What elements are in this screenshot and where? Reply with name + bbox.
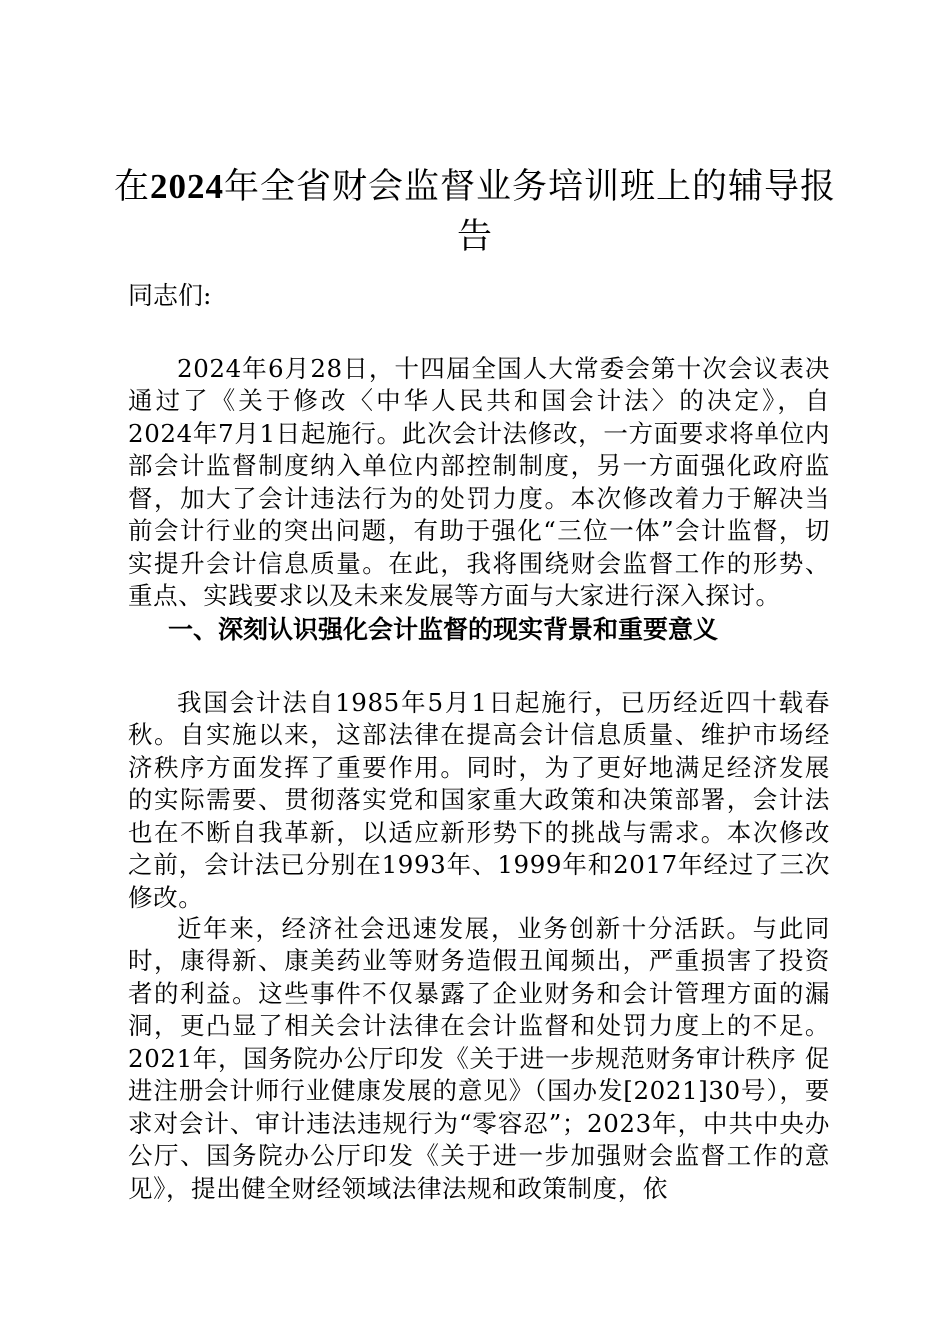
document-title xyxy=(110,162,840,262)
paragraph-recent-developments: 近年来，经济社会迅速发展，业务创新十分活跃。与此同时，康得新、康美药业等财务造假丑闻频出，严重损害了投资者的利益。这些事件不仅暴露了企业财务和会计管理方面的漏洞，更凸显了相关会计法律在会计监督和处罚力度上的不足。2021年，国务院办公厅印发《关于进一步规范财务审计秩序 促进注册会计师行业健康发展的意见》（国办发[2021]30号），要求对会计、审计违法违规行为“零容忍”；2023年，中共中央办公厅、国务院办公厅印发《关于进一步加强财会监督工作的意见》，提出健全财经领域法律法规和政策制度，依 xyxy=(128,913,830,1203)
title-suffix: 年全省财会监督业务培训班上的辅导报告 xyxy=(224,167,837,257)
title-prefix: 在 xyxy=(113,167,150,207)
paragraph-intro: 2024年6月28日，十四届全国人大常委会第十次会议表决通过了《关于修改〈中华人民共和国会计法〉的决定》，自2024年7月1日起施行。此次会计法修改，一方面要求将单位内部会计监督制度纳入单位内部控制制度，另一方面强化政府监督，加大了会计违法行为的处罚力度。本次修改着力于解决当前会计行业的突出问题，有助于强化“三位一体”会计监督，切实提升会计信息质量。在此，我将围绕财会监督工作的形势、重点、实践要求以及未来发展等方面与大家进行深入探讨。 xyxy=(128,353,830,610)
paragraph-background: 我国会计法自1985年5月1日起施行，已历经近四十载春秋。自实施以来，这部法律在提高会计信息质量、维护市场经济秩序方面发挥了重要作用。同时，为了更好地满足经济发展的实际需要、贯彻落实党和国家重大政策和决策部署，会计法也在不断自我革新，以适应新形势下的挑战与需求。本次修改之前，会计法已分别在1993年、1999年和2017年经过了三次修改。 xyxy=(128,687,830,912)
salutation: 同志们: xyxy=(128,281,212,310)
section-heading-1: 一、深刻认识强化会计监督的现实背景和重要意义 xyxy=(168,615,719,644)
title-year: 2024 xyxy=(150,167,224,206)
